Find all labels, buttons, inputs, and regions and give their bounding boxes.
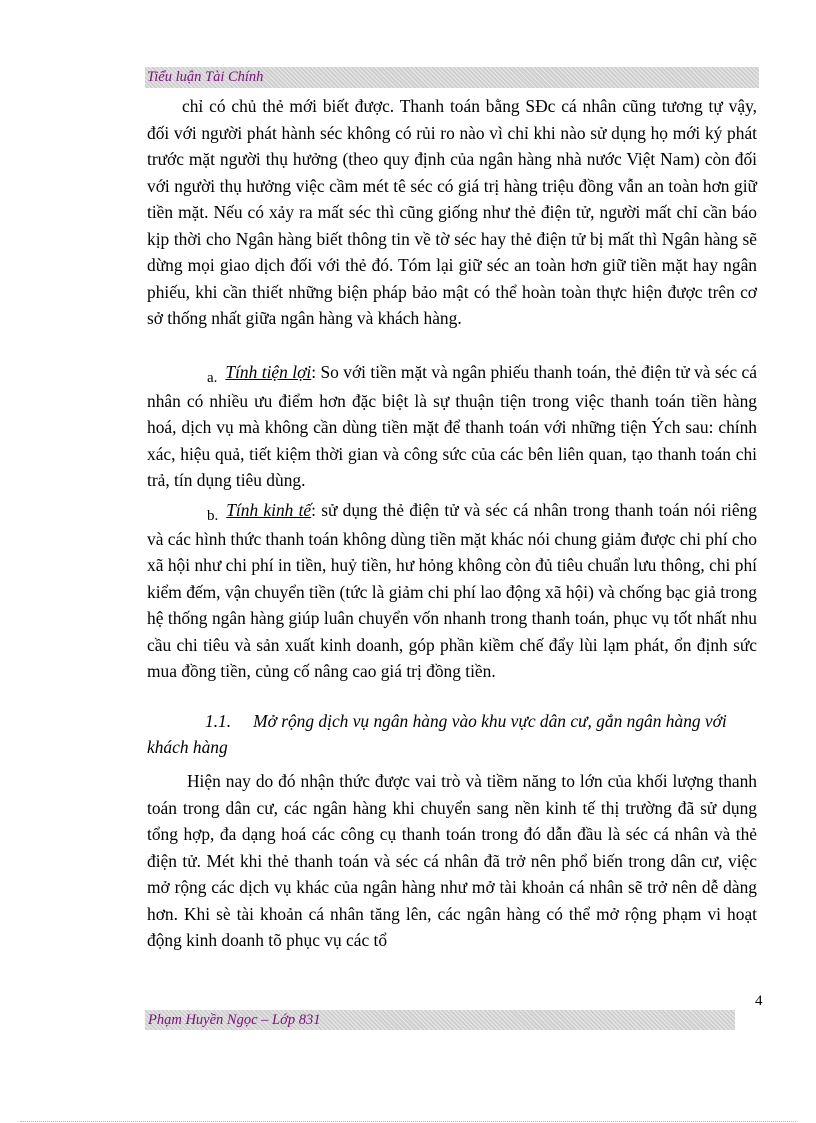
footer-author: Phạm Huyền Ngọc – Lớp 831: [148, 1012, 321, 1028]
list-item-convenience: [147, 359, 757, 494]
paragraph-residential-banking: Hiện nay do đó nhận thức được vai trò và tiềm năng to lớn của khối lượng thanh toán trong dân cư, các ngân hàng khi chuyển sang nền kinh tế thị trường đã sử dụng tổng hợp, đa dạng hoá các công cụ thanh toán trong đó dẫn đầu là séc cá nhân và thẻ điện tử. Mét khi thẻ thanh toán và séc cá nhân đã trở nên phổ biến trong dân cư, việc mở rộng các dịch vụ khác của ngân hàng như mở tài khoản cá nhân sẽ trở nên dễ dàng hơn. Khi sè tài khoản cá nhân tăng lên, các ngân hàng có thể mở rộng phạm vi hoạt động kinh doanh tõ phục vụ các tổ: [147, 771, 757, 950]
page-footer: [145, 1010, 735, 1030]
list-item-term: Tính tiện lợi: [225, 362, 312, 382]
list-item-term: Tính kinh tế: [226, 500, 312, 520]
page-header: [145, 67, 759, 88]
section-title: Mở rộng dịch vụ ngân hàng vào khu vực dân cư, gắn ngân hàng với khách hàng: [147, 711, 727, 757]
list-item-text: : sử dụng thẻ điện tử và séc cá nhân trong thanh toán nói riêng và các hình thức thanh toán không dùng tiền mặt khác nói chung giảm được chi phí cho xã hội như chi phí in tiền, huỷ tiền, hư hỏng không còn đủ tiêu chuẩn lưu thông, chi phí kiểm đếm, vận chuyển tiền (tức là giảm chi phí lao động xã hội) và chống bạc giả trong hệ thống ngân hàng giúp luân chuyển vốn nhanh trong thanh toán, phục vụ tốt nhất nhu cầu chi tiêu và sản xuất kinh doanh, góp phần kiềm chế đẩy lùi lạm phát, ổn định sức mua đồng tiền, củng cố nâng cao giá trị đồng tiền.: [147, 500, 757, 681]
section-number: 1.1.: [205, 711, 232, 731]
list-item-label: a.: [207, 370, 218, 386]
paragraph-security-cheques: chỉ có chủ thẻ mới biết được. Thanh toán bằng SĐc cá nhân cũng tương tự vậy, đối với người phát hành séc không có rủi ro nào vì chỉ khi nào sử dụng họ mới ký phát trước mặt người thụ hưởng (theo quy định của ngân hàng nhà nước Việt Nam) còn đối với người thụ hưởng việc cầm mét tê séc có giá trị hàng triệu đồng vẫn an toàn hơn giữ tiền mặt. Nếu có xảy ra mất séc thì cũng giống như thẻ điện tử, người mất chỉ cần báo kịp thời cho Ngân hàng biết thông tin về tờ séc hay thẻ điện tử bị mất thì Ngân hàng sẽ dừng mọi giao dịch đối với thẻ đó. Tóm lại giữ séc an toàn hơn giữ tiền mặt hay ngân phiếu, khi cần thiết những biện pháp bảo mật có thể hoàn toàn thực hiện được trên cơ sở thống nhất giữa ngân hàng và khách hàng.: [147, 96, 757, 328]
list-item-economy: [147, 497, 757, 685]
section-heading: [147, 708, 762, 760]
header-title: Tiểu luận Tài Chính: [147, 69, 264, 85]
page-number: 4: [755, 993, 763, 1009]
list-item-label: b.: [207, 508, 219, 524]
list-item-text: : So với tiền mặt và ngân phiếu thanh toán, thẻ điện tử và séc cá nhân có nhiều ưu điểm hơn đặc biệt là sự thuận tiện trong việc thanh toán tiền hàng hoá, dịch vụ mà không cần dùng tiền mặt để thanh toán với những tiện Ých sau: chính xác, hiệu quả, tiết kiệm thời gian và công sức của các bên liên quan, tạo thanh toán chi trả, tín dụng tiêu dùng.: [147, 362, 757, 490]
page-edge-divider: [20, 1121, 796, 1122]
